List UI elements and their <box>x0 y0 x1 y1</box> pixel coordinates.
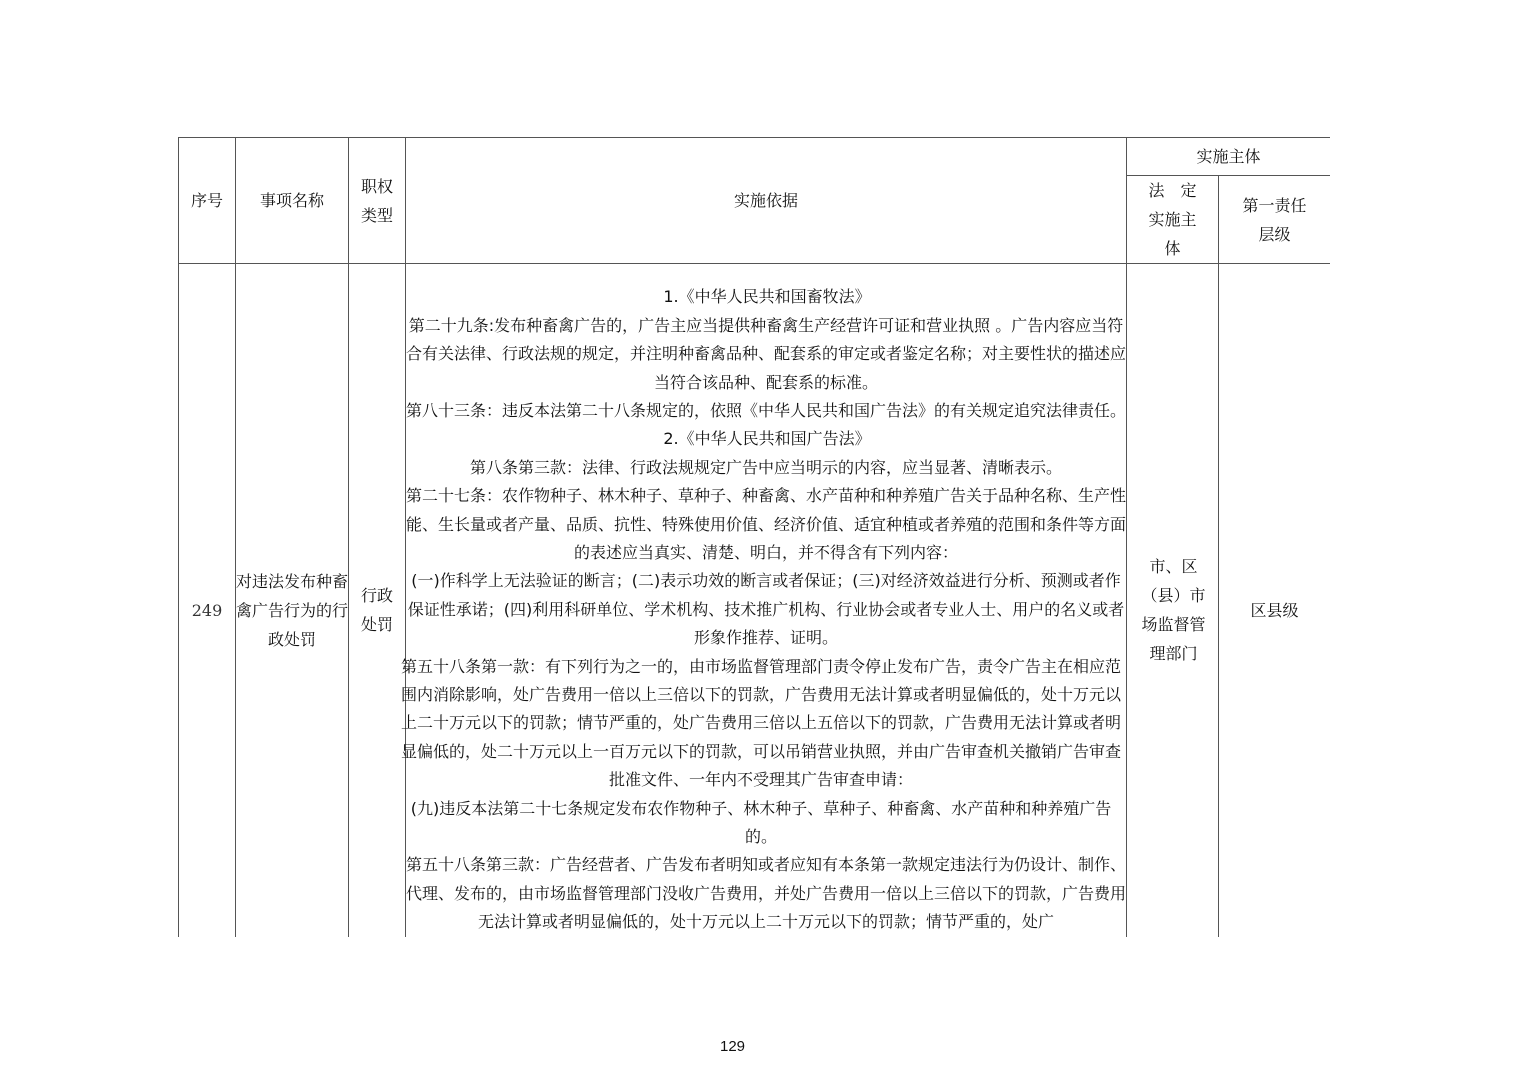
table-sheet <box>178 137 1330 937</box>
row-basis <box>400 264 1127 938</box>
header-legal-implementer-text: 法 定实施主体 <box>1148 181 1197 258</box>
basis-paragraph: 第五十八条第三款：广告经营者、广告发布者明知或者应知有本条第一款规定违法行为仍设计、制作、代理、发布的，由市场监督管理部门没收广告费用，并处广告费用一倍以上三倍以下的罚款，广告费用无法计算或者明显偏低的，处十万元以上二十万元以下的罚款；情节严重的，处广 <box>406 855 1127 932</box>
header-first-responsibility-level-text: 第一责任层级 <box>1242 195 1307 244</box>
basis-paragraph: 第五十八条第一款：有下列行为之一的，由市场监督管理部门责令停止发布广告，责令广告主在相应范围内消除影响，处广告费用一倍以上三倍以下的罚款，广告费用无法计算或者明显偏低的，处十万元以上二十万元以下的罚款；情节严重的，处广告费用三倍以上五倍以下的罚款，广告费用无法计算或者明显偏低的，处二十万元以上一百万元以下的罚款，可以吊销营业执照，并由广告审查机关撤销广告审查批准文件、一年内不受理其广告审查申请： <box>400 656 1121 790</box>
basis-paragraph: 第二十九条:发布种畜禽广告的，广告主应当提供种畜禽生产经营许可证和营业执照 。广告内容应当符合有关法律、行政法规的规定，并注明种畜禽品种、配套系的审定或者鉴定名称；对主要性状的描述应当符合该品种、配套系的标准。 <box>406 315 1127 392</box>
row-legal-implementer: 市、区（县）市场监督管理部门 <box>1127 264 1219 938</box>
authority-table <box>178 137 1330 937</box>
header-legal-implementer <box>1127 176 1219 264</box>
table-row <box>179 264 1331 938</box>
basis-paragraph: (九)违反本法第二十七条规定发布农作物种子、林木种子、草种子、种畜禽、水产苗种和种养殖广告的。 <box>410 798 1112 847</box>
header-authority-type-text: 职权类型 <box>360 176 393 225</box>
header-item-name: 事项名称 <box>236 138 349 264</box>
header-first-responsibility-level <box>1219 176 1331 264</box>
row-authority-type-text: 行政处罚 <box>360 586 393 634</box>
basis-paragraph: 第八十三条：违反本法第二十八条规定的，依照《中华人民共和国广告法》的有关规定追究法律责任。 <box>406 400 1127 420</box>
header-basis: 实施依据 <box>406 138 1127 264</box>
basis-law-1-title: 1.《中华人民共和国畜牧法》 <box>663 287 871 307</box>
basis-law-2-title: 2.《中华人民共和国广告法》 <box>663 429 871 449</box>
page-number: 129 <box>719 1038 746 1055</box>
header-seq: 序号 <box>179 138 236 264</box>
basis-paragraph: 第二十七条：农作物种子、林木种子、草种子、种畜禽、水产苗种和种养殖广告关于品种名称、生产性能、生长量或者产量、品质、抗性、特殊使用价值、经济价值、适宜种植或者养殖的范围和条件等方面的表述应当真实、清楚、明白，并不得含有下列内容： <box>406 486 1127 562</box>
row-first-responsibility-level: 区县级 <box>1219 264 1331 938</box>
basis-paragraph: (一)作科学上无法验证的断言；(二)表示功效的断言或者保证；(三)对经济效益进行分析、预测或者作保证性承诺；(四)利用科研单位、学术机构、技术推广机构、行业协会或者专业人士、用户的名义或者形象作推荐、证明。 <box>407 571 1125 648</box>
header-authority-type <box>349 138 406 264</box>
row-seq: 249 <box>179 264 236 938</box>
header-implementer: 实施主体 <box>1127 138 1331 176</box>
row-item-name: 对违法发布种畜禽广告行为的行政处罚 <box>236 264 349 938</box>
basis-paragraph: 第八条第三款：法律、行政法规规定广告中应当明示的内容，应当显著、清晰表示。 <box>469 457 1062 477</box>
